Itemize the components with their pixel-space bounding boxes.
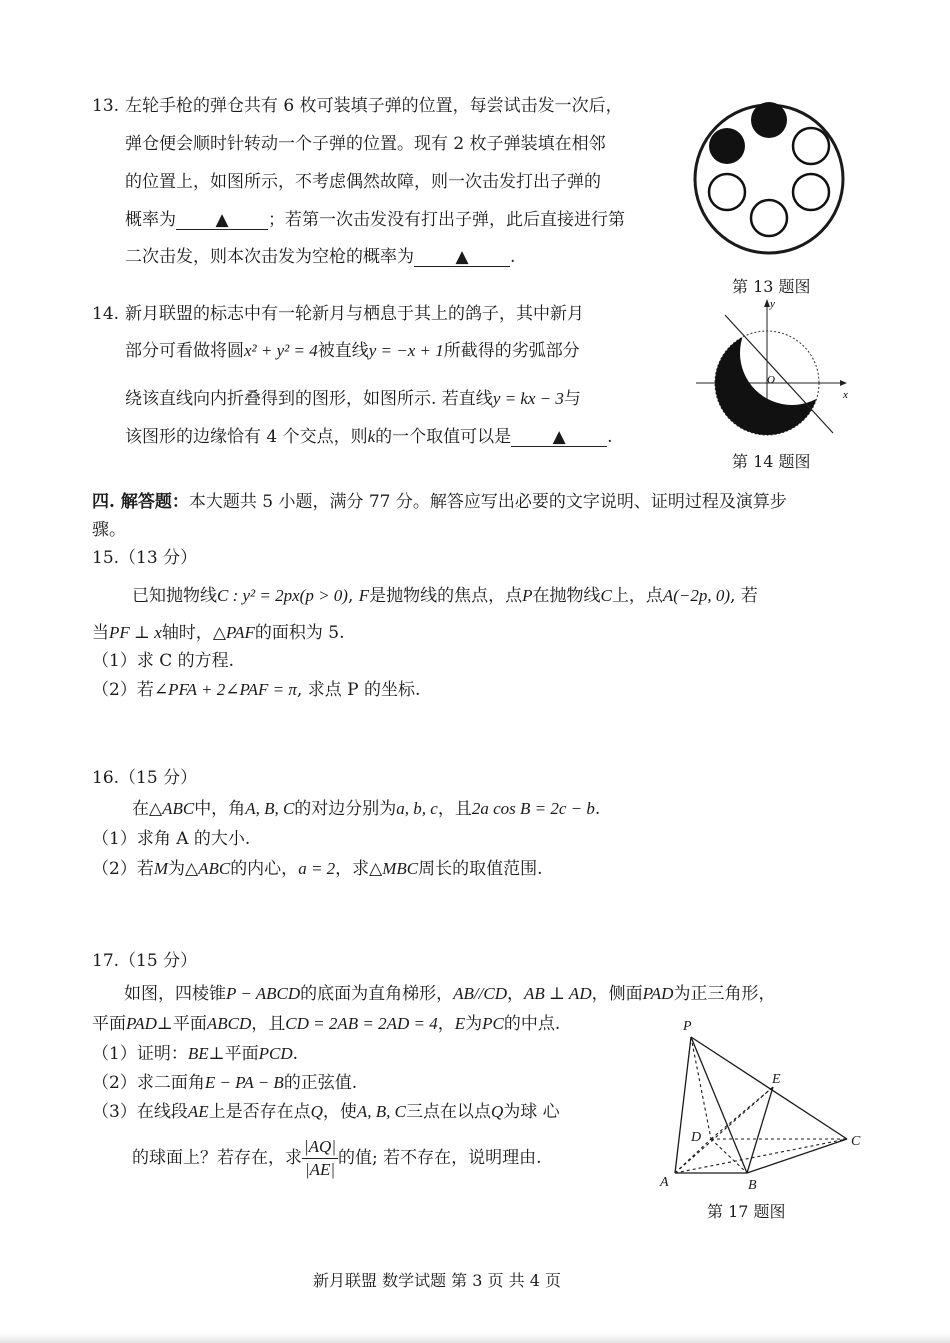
- q16-sub2c: 的内心，: [230, 859, 299, 879]
- edge-pc: [691, 1037, 847, 1139]
- q13-line5: [125, 246, 515, 268]
- q15-line1: [132, 585, 758, 607]
- q15-line2b: 轴时，: [161, 623, 213, 643]
- q14-k: k: [367, 427, 376, 446]
- q17-sub2a: （2）求二面角: [92, 1073, 205, 1093]
- q17-line1: [124, 983, 775, 1005]
- q15-parabola-equation: C : y² = 2px(p > 0): [217, 586, 348, 605]
- q17-sub3b: 上是否存在点: [208, 1102, 311, 1122]
- q15-sub2a: （2）若: [92, 680, 154, 700]
- q17-line4a: 的球面上？若存在，求: [132, 1148, 302, 1168]
- pyramid-figure: [655, 1015, 875, 1195]
- q17-line1e: 为正三角形，: [673, 984, 776, 1004]
- q14-line-equation: y = −x + 1: [368, 341, 444, 360]
- q17-pad2: PAD: [126, 1014, 157, 1033]
- q17-dihedral: E − PA − B: [204, 1073, 284, 1092]
- q16-sub1: （1）求角 A 的大小.: [92, 829, 251, 849]
- q17-sub3a: （3）在线段: [92, 1102, 188, 1122]
- q14-line4c: .: [607, 427, 613, 447]
- q16-sub2d: ，求△: [335, 859, 383, 879]
- label-y: y: [770, 298, 775, 310]
- q15-sub2b: , 求点 P 的坐标.: [296, 680, 421, 700]
- q15-c: C: [600, 586, 612, 605]
- q16-a-equals-2: a = 2: [298, 859, 336, 878]
- q17-line1d: ，侧面: [591, 984, 643, 1004]
- q16-line1e: .: [594, 799, 601, 819]
- section4-line2: 骤。: [92, 520, 126, 540]
- q17-line2e: 为: [465, 1014, 483, 1034]
- q17-line1c: ，: [506, 984, 524, 1004]
- q15-angle-equation: ∠PFA + 2∠PAF = π: [153, 680, 297, 699]
- chamber-empty-lower-right: [793, 174, 829, 210]
- q13-line5b: .: [510, 247, 516, 267]
- q17-line2d: ，: [437, 1014, 455, 1034]
- q17-sub3d: 三点在以点: [406, 1102, 491, 1122]
- q13-answer-blank-1: ▲: [176, 209, 268, 230]
- vertex-label-e: E: [772, 1072, 781, 1087]
- q16-header: 16.（15 分）: [92, 768, 198, 788]
- q16-sub2e: 周长的取值范围.: [418, 859, 543, 879]
- q17-abc: A, B, C: [356, 1102, 406, 1121]
- q17-sub3c: ，使: [322, 1102, 357, 1122]
- q16-abc: ABC: [162, 799, 195, 818]
- q15-line1c: 是抛物线的焦点，点: [369, 586, 523, 606]
- q14-line2c: 所截得的劣弧部分: [443, 341, 580, 361]
- q13-line4a: 概率为: [125, 210, 176, 230]
- q13-figure-caption: 第 13 题图: [732, 277, 811, 296]
- q16-sub2-abc: ABC: [198, 859, 231, 878]
- q17-parallel: AB//CD: [453, 984, 507, 1003]
- q17-line1b: 的底面为直角梯形，: [300, 984, 454, 1004]
- q17-sub3e: 为球 心: [503, 1102, 560, 1122]
- q17-sub1a: （1）证明：: [92, 1044, 188, 1064]
- edge-bc: [747, 1139, 847, 1173]
- q16-sub2a: （2）若: [92, 859, 154, 879]
- q17-sub1: [92, 1043, 298, 1065]
- q16-sub2b: 为△: [168, 859, 199, 879]
- q17-line2: [92, 1013, 560, 1035]
- q13-line4b: ；若第一次击发没有打出子弹，此后直接进行第: [268, 210, 625, 230]
- q17-e: E: [454, 1014, 466, 1033]
- q17-line2b: ⊥平面: [156, 1014, 207, 1034]
- q15-line2c: 的面积为 5.: [254, 623, 345, 643]
- q14-figure-caption: 第 14 题图: [732, 452, 811, 471]
- edge-pa: [675, 1037, 691, 1173]
- q17-line4b: 的值; 若不存在，说明理由.: [338, 1148, 542, 1168]
- q17-pcd: PCD: [258, 1044, 293, 1063]
- label-x: x: [843, 389, 848, 401]
- label-origin: O: [767, 374, 775, 386]
- vertex-label-b: B: [748, 1178, 757, 1193]
- q17-abcd: ABCD: [206, 1014, 252, 1033]
- q14-line4: [125, 426, 613, 448]
- q13-line3: 的位置上，如图所示，不考虑偶然故障，则一次击发打出子弹的: [125, 172, 601, 192]
- q16-line1d: ，且: [437, 799, 472, 819]
- q16-line1b: 中，角: [194, 799, 246, 819]
- q14-line2b: 被直线: [317, 341, 369, 361]
- q17-be: BE: [187, 1044, 209, 1063]
- q17-q: Q: [310, 1102, 323, 1121]
- q17-sub1c: .: [292, 1044, 299, 1064]
- q17-sub3: [92, 1101, 560, 1123]
- q17-line1a: 如图，四棱锥: [124, 984, 226, 1004]
- q15-line2: [92, 622, 344, 644]
- q16-m: M: [153, 859, 168, 878]
- chamber-loaded-top: [751, 102, 787, 138]
- q17-pc: PC: [482, 1014, 504, 1033]
- q13-answer-blank-2: ▲: [414, 246, 510, 267]
- q15-line2a: 当: [92, 623, 109, 643]
- section4-text: 本大题共 5 小题，满分 77 分。解答应写出必要的文字说明、证明过程及演算步: [188, 492, 787, 512]
- q17-q2: Q: [491, 1102, 504, 1121]
- vertex-label-p: P: [683, 1019, 692, 1034]
- vertex-label-c: C: [851, 1134, 861, 1149]
- q16-equation: 2a cos B = 2c − b: [471, 799, 595, 818]
- vertex-label-d: D: [691, 1130, 702, 1145]
- edge-pb: [691, 1037, 747, 1173]
- q16-angles: A, B, C: [245, 799, 295, 818]
- q13-line4: [125, 209, 625, 231]
- page-bottom-shadow: [0, 1333, 950, 1343]
- q15-sub2: [92, 679, 420, 701]
- q17-pad: PAD: [642, 984, 674, 1003]
- q17-sub1b: ⊥平面: [208, 1044, 259, 1064]
- q17-sub2b: 的正弦值.: [283, 1073, 358, 1093]
- q17-pyramid: P − ABCD: [226, 984, 301, 1003]
- q16-sides: a, b, c: [396, 799, 438, 818]
- q15-line1e: 上，点: [611, 586, 663, 606]
- chamber-empty-upper-right: [793, 128, 829, 164]
- chamber-empty-lower-left: [709, 174, 745, 210]
- edge-db-hidden: [711, 1139, 747, 1173]
- q15-triangle: △PAF: [212, 623, 255, 642]
- q15-line1b: ,: [347, 586, 359, 606]
- q15-header: 15.（13 分）: [92, 548, 198, 568]
- q17-fraction-denominator: |AE|: [304, 1160, 336, 1179]
- section4-title: 四. 解答题：: [92, 492, 189, 512]
- q15-f: F: [358, 586, 370, 605]
- section4-line1: [92, 491, 787, 513]
- q14-circle-equation: x² + y² = 4: [244, 341, 318, 360]
- q17-ae: AE: [187, 1102, 209, 1121]
- q14-line3a: 绕该直线向内折叠得到的图形，如图所示. 若直线: [125, 389, 493, 409]
- edge-be: [747, 1087, 773, 1173]
- q15-pf-perp: PF ⊥ x: [109, 623, 162, 642]
- q14-line3: [125, 388, 581, 410]
- q17-fraction-numerator: |AQ|: [302, 1136, 338, 1159]
- q17-figure-caption: 第 17 题图: [707, 1202, 786, 1221]
- q14-line-equation-2: y = kx − 3: [492, 389, 564, 408]
- revolver-cylinder-figure: [690, 92, 850, 272]
- q14-answer-blank: ▲: [511, 426, 607, 447]
- q15-point-a: A(−2p, 0): [662, 586, 731, 605]
- page-footer: 新月联盟 数学试题 第 3 页 共 4 页: [313, 1271, 561, 1290]
- q16-mbc: MBC: [382, 859, 419, 878]
- q14-line4a: 该图形的边缘恰有 4 个交点，则: [125, 427, 368, 447]
- q16-sub2: [92, 858, 543, 880]
- x-axis-arrow: [840, 380, 847, 386]
- q13-number: 13.: [92, 96, 120, 116]
- q17-fraction: [302, 1136, 338, 1181]
- q13-line5a: 二次击发，则本次击发为空枪的概率为: [125, 247, 414, 267]
- q13-line1: 左轮手枪的弹仓共有 6 枚可装填子弹的位置，每尝试击发一次后，: [125, 96, 623, 116]
- q17-perpendicular: AB ⊥ AD: [523, 984, 592, 1003]
- q15-line1a: 已知抛物线: [132, 586, 217, 606]
- q13-line2: 弹仓便会顺时针转动一个子弹的位置。现有 2 枚子弹装填在相邻: [125, 134, 606, 154]
- q16-line1: [132, 798, 600, 820]
- chamber-empty-bottom: [751, 200, 787, 236]
- q17-sub2: [92, 1072, 357, 1094]
- q16-line1a: 在△: [132, 799, 163, 819]
- crescent-moon-figure: [690, 295, 860, 445]
- q15-p: P: [522, 586, 533, 605]
- q14-line4b: 的一个取值可以是: [375, 427, 512, 447]
- q17-line2a: 平面: [92, 1014, 126, 1034]
- q14-line2a: 部分可看做将圆: [125, 341, 244, 361]
- edge-pd-hidden: [691, 1037, 711, 1139]
- q17-line2c: ，且: [251, 1014, 286, 1034]
- q17-lengths: CD = 2AB = 2AD = 4: [285, 1014, 438, 1033]
- q17-line2f: 的中点.: [503, 1014, 561, 1034]
- q14-line2: [125, 340, 580, 362]
- q14-line1: 新月联盟的标志中有一轮新月与栖息于其上的鸽子，其中新月: [125, 304, 584, 324]
- q15-sub1: （1）求 C 的方程.: [92, 651, 235, 671]
- q17-header: 17.（15 分）: [92, 951, 198, 971]
- edge-de-hidden: [711, 1087, 773, 1139]
- q16-line1c: 的对边分别为: [294, 799, 397, 819]
- q17-line4: [132, 1132, 542, 1184]
- vertex-label-a: A: [660, 1175, 669, 1190]
- q14-line3b: 与: [563, 389, 581, 409]
- q14-number: 14.: [92, 304, 120, 324]
- chamber-loaded-upper-left: [709, 128, 745, 164]
- q15-line1f: , 若: [730, 586, 758, 606]
- q15-line1d: 在抛物线: [532, 586, 601, 606]
